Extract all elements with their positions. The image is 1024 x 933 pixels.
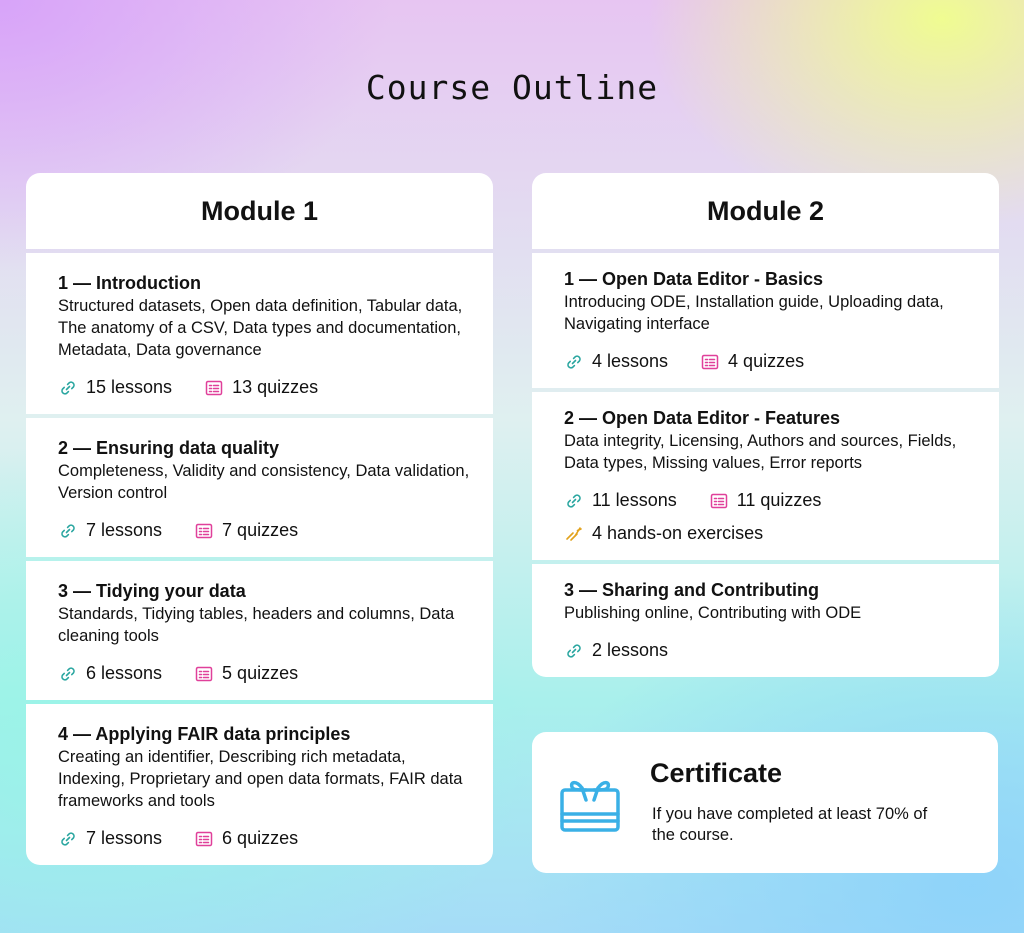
- link-icon: [564, 641, 584, 661]
- section-extra-stats: [564, 523, 979, 544]
- lessons-count: 15 lessons: [86, 377, 173, 397]
- section-description: Introducing ODE, Installation guide, Uploading data, Navigating interface: [564, 293, 944, 333]
- section-stats: [58, 828, 473, 849]
- quizzes-stat: [194, 663, 298, 684]
- module-1-card: [26, 173, 493, 865]
- lessons-stat: [564, 490, 677, 511]
- module-1-header: Module 1: [26, 173, 493, 249]
- quizzes-stat: [194, 520, 298, 541]
- pencil-exercise-icon: [564, 524, 584, 544]
- link-icon: [564, 352, 584, 372]
- lessons-count: 7 lessons: [86, 828, 163, 848]
- quizzes-count: 11 quizzes: [736, 490, 822, 510]
- lessons-count: 11 lessons: [592, 490, 677, 510]
- section-stats: [564, 490, 979, 511]
- section-title: 4 — Applying FAIR data principles: [58, 724, 351, 744]
- section-stats: [58, 520, 473, 541]
- quizzes-stat: [709, 490, 822, 511]
- lessons-stat: [564, 351, 668, 372]
- section-description: Completeness, Validity and consistency, Data validation, Version control: [58, 462, 470, 502]
- module-2-card: [532, 173, 999, 677]
- quiz-list-icon: [194, 664, 214, 684]
- exercises-stat: [564, 523, 763, 544]
- section-title: 2 — Ensuring data quality: [58, 438, 280, 458]
- section-description: Creating an identifier, Describing rich metadata, Indexing, Proprietary and open data formats, FAIR data frameworks and tools: [58, 748, 463, 810]
- module-1-section-3[interactable]: [26, 561, 493, 700]
- quiz-list-icon: [204, 378, 224, 398]
- section-description: Data integrity, Licensing, Authors and sources, Fields, Data types, Missing values, Error reports: [564, 432, 957, 472]
- module-1-section-2[interactable]: [26, 418, 493, 557]
- module-2-section-1[interactable]: [532, 253, 999, 388]
- lessons-stat: [564, 640, 668, 661]
- quiz-list-icon: [700, 352, 720, 372]
- lessons-count: 4 lessons: [592, 351, 669, 371]
- section-title: 3 — Tidying your data: [58, 581, 246, 601]
- quizzes-count: 6 quizzes: [222, 828, 299, 848]
- quiz-list-icon: [194, 521, 214, 541]
- gift-certificate-icon: [558, 774, 622, 838]
- quizzes-stat: [194, 828, 298, 849]
- module-1-section-1[interactable]: [26, 253, 493, 414]
- quizzes-stat: [700, 351, 804, 372]
- lessons-stat: [58, 663, 162, 684]
- quizzes-stat: [204, 377, 318, 398]
- quizzes-count: 5 quizzes: [222, 663, 299, 683]
- section-stats: [564, 640, 979, 661]
- section-description: Standards, Tidying tables, headers and columns, Data cleaning tools: [58, 605, 455, 645]
- lessons-stat: [58, 377, 172, 398]
- lessons-count: 2 lessons: [592, 640, 669, 660]
- section-stats: [58, 377, 473, 398]
- section-title: 2 — Open Data Editor - Features: [564, 408, 841, 428]
- certificate-title: Certificate: [650, 758, 783, 788]
- module-1-section-4[interactable]: [26, 704, 493, 865]
- module-2-section-2[interactable]: [532, 392, 999, 560]
- section-title: 3 — Sharing and Contributing: [564, 580, 819, 600]
- section-title: 1 — Introduction: [58, 273, 201, 293]
- quiz-list-icon: [194, 829, 214, 849]
- section-title: 1 — Open Data Editor - Basics: [564, 269, 824, 289]
- certificate-text: If you have completed at least 70% of the course.: [652, 805, 928, 844]
- certificate-card: [532, 732, 998, 873]
- quizzes-count: 7 quizzes: [222, 520, 299, 540]
- section-description: Publishing online, Contributing with ODE: [564, 604, 862, 622]
- section-stats: [58, 663, 473, 684]
- lessons-count: 6 lessons: [86, 663, 163, 683]
- quizzes-count: 4 quizzes: [728, 351, 805, 371]
- section-description: Structured datasets, Open data definition, Tabular data, The anatomy of a CSV, Data types and documentation, Metadata, Data governance: [58, 297, 463, 359]
- link-icon: [58, 829, 78, 849]
- link-icon: [564, 491, 584, 511]
- section-stats: [564, 351, 979, 372]
- module-2-section-3[interactable]: [532, 564, 999, 677]
- lessons-count: 7 lessons: [86, 520, 163, 540]
- exercises-count: 4 hands-on exercises: [592, 523, 764, 543]
- quizzes-count: 13 quizzes: [232, 377, 319, 397]
- quiz-list-icon: [709, 491, 729, 511]
- lessons-stat: [58, 828, 162, 849]
- lessons-stat: [58, 520, 162, 541]
- module-2-header: Module 2: [532, 173, 999, 249]
- page-title: Course Outline: [365, 68, 659, 107]
- link-icon: [58, 521, 78, 541]
- link-icon: [58, 664, 78, 684]
- link-icon: [58, 378, 78, 398]
